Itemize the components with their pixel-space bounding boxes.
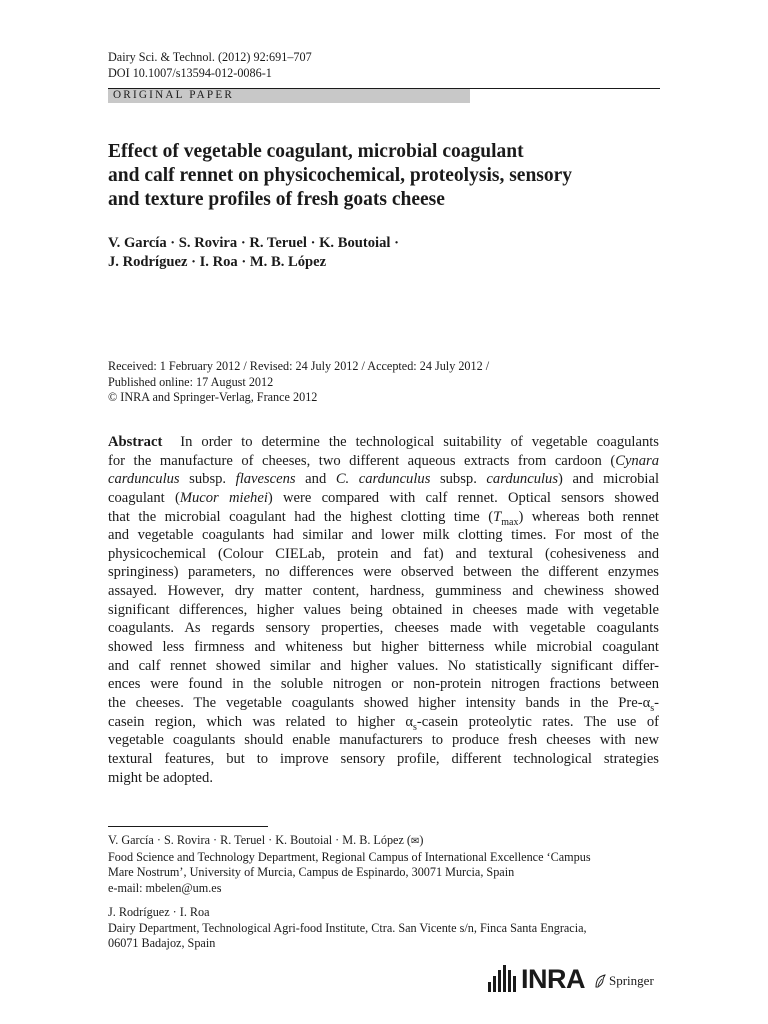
abstract-line: and vegetable coagulants had similar and lower milk clotting times. For most of the [108,527,659,544]
abstract-line: coagulant (Mucor miehei) were compared with calf rennet. Optical sensors showed [108,489,659,506]
inra-bars-icon [488,964,518,994]
abstract-line: showed less firmness and whiteness but higher bitterness while microbial coagulant [108,639,659,656]
article-type: ORIGINAL PAPER [113,89,235,101]
abstract-line: and calf rennet showed similar and higher values. No statistically significant differ- [108,657,659,674]
affiliation-line: Mare Nostrum’, University of Murcia, Campus de Espinardo, 30071 Murcia, Spain [108,865,515,880]
affiliation-line: 06071 Badajoz, Spain [108,936,216,951]
affiliation-authors: V. García · S. Rovira · R. Teruel · K. Boutoial · M. B. López ( [108,833,411,847]
springer-logo [594,973,654,989]
title-line: and texture profiles of fresh goats cheese [108,189,445,210]
published-online: Published online: 17 August 2012 [108,374,274,389]
affiliation-line: Food Science and Technology Department, Regional Campus of International Excellence ‘Campus [108,849,591,864]
abstract-line: physicochemical (Colour CIELab, protein and fat) and textural (cohesiveness and [108,545,659,562]
abstract-line: coagulants. As regards sensory properties, cheeses made with vegetable coagulants [108,620,659,637]
affiliation-line: Dairy Department, Technological Agri-food Institute, Ctra. San Vicente s/n, Finca Santa Engracia, [108,920,587,935]
article-title [108,140,668,212]
affiliation-badajoz [108,905,587,952]
abstract-line: significant differences, higher values being obtained in cheeses made with vegetable [108,601,659,618]
abstract-line: assayed. However, dry matter content, hardness, gumminess and chewiness showed [108,583,659,600]
received-revised-accepted: Received: 1 February 2012 / Revised: 24 July 2012 / Accepted: 24 July 2012 / [108,359,490,373]
abstract-line: Abstract In order to determine the technological suitability of vegetable coagulants [108,434,659,450]
author-list [108,234,399,272]
abstract-line: springiness) parameters, no differences were observed between the different enzymes [108,564,659,581]
affiliation-authors: J. Rodríguez · I. Roa [108,905,210,919]
copyright: © INRA and Springer-Verlag, France 2012 [108,390,318,404]
abstract-line: that the microbial coagulant had the highest clotting time $(T_{max})$ whereas both rennet [108,508,659,528]
author-line: J. Rodríguez · I. Roa · M. B. López [108,254,327,270]
affiliation-murcia: V. García · S. Rovira · R. Teruel · K. Boutoial · M. B. López (✉) Food Science and Technology Department, Regional Campus of International Excellence ‘Campus Mare Nostrum’, University of Murcia, Campus de Espinardo, 30071 Murcia, Spain e-mail: mbelen@um.es [108,833,591,895]
publication-dates [108,359,489,406]
abstract-label: Abstract [108,434,163,450]
inra-wordmark: INRA [521,964,585,994]
abstract-line: cardunculus subsp. flavescens and C. cardunculus subsp. cardunculus) and microbial [108,471,660,488]
footnote-rule [108,826,268,827]
abstract-line: for the manufacture of cheeses, two different aqueous extracts from cardoon (Cynara [108,452,659,469]
abstract-line: casein region, which was related to higher $\alpha_s$-casein proteolytic rates. The use of [108,713,659,733]
springer-wordmark: Springer [609,973,654,988]
inra-logo [488,963,585,995]
author-line: V. García · S. Rovira · R. Teruel · K. Boutoial · [108,235,399,251]
abstract [108,433,659,787]
email-link[interactable]: e-mail: mbelen@um.es [108,880,222,895]
journal-reference: Dairy Sci. & Technol. (2012) 92:691–707 [108,50,312,64]
abstract-line: the cheeses. The vegetable coagulants showed higher intensity bands in the Pre-$\alpha_s-$ [108,694,659,714]
abstract-line: vegetable coagulants should enable manufacturers to produce fresh cheeses with new [108,732,659,749]
springer-horse-icon [594,974,606,988]
envelope-icon: ✉ [410,836,420,847]
doi: DOI 10.1007/s13594-012-0086-1 [108,66,272,80]
abstract-line: ences were found in the soluble nitrogen or non-protein nitrogen fractions between [108,676,659,693]
title-line: and calf rennet on physicochemical, proteolysis, sensory [108,165,573,186]
abstract-line: might be adopted. [108,769,213,786]
title-line: Effect of vegetable coagulant, microbial coagulant [108,141,524,162]
abstract-line: textural features, but to improve sensory profile, different technological strategies [108,750,659,767]
